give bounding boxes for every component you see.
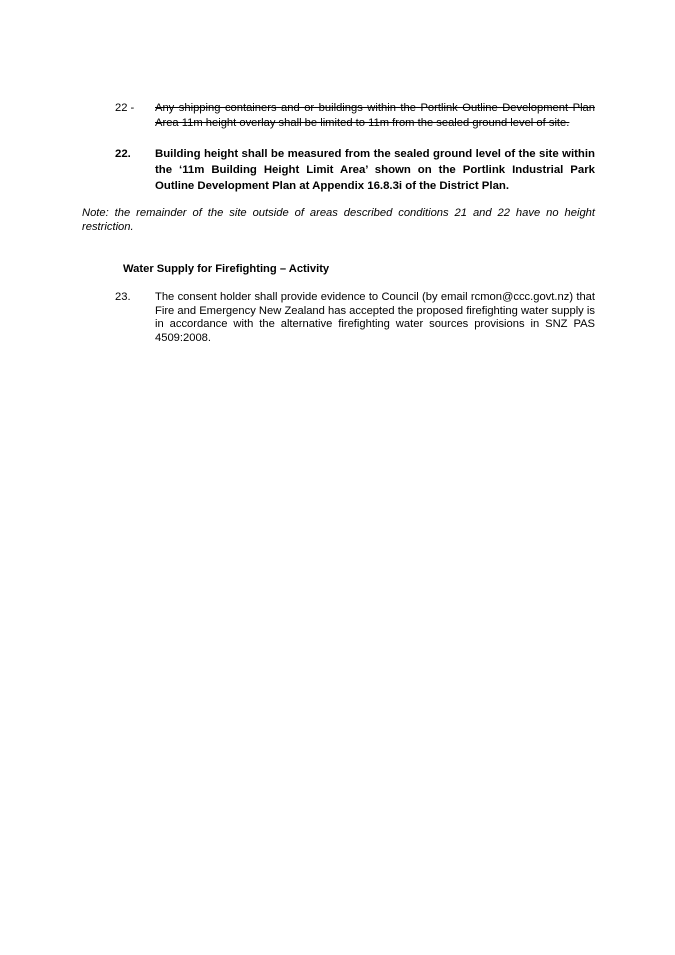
condition-number: 22. [115, 148, 131, 160]
section-heading: Water Supply for Firefighting – Activity [123, 263, 330, 275]
condition-22 [115, 146, 595, 194]
condition-22-deleted [115, 101, 595, 131]
condition-number: 23. [115, 291, 131, 303]
condition-number: 22 - [115, 102, 135, 114]
condition-23 [115, 291, 595, 345]
condition-text: Building height shall be measured from the sealed ground level of the site within the ‘11m Building Height Limit Area’ shown on the Portlink Industrial Park Outline Development Plan at Appendix 16.8.3i of the District Plan. [155, 148, 595, 192]
height-restriction-note: Note: the remainder of the site outside of areas described conditions 21 and 22 have no height restriction. [82, 207, 595, 233]
condition-text: Any shipping containers and or buildings within the Portlink Outline Development Plan Area 11m height overlay shall be limited to 11m from the sealed ground level of site. [155, 102, 595, 129]
condition-text: The consent holder shall provide evidence to Council (by email rcmon@ccc.govt.nz) that Fire and Emergency New Zealand has accepted the proposed firefighting water supply is in accordance with the alternative firefighting water sources provisions in SNZ PAS 4509:2008. [155, 291, 595, 344]
